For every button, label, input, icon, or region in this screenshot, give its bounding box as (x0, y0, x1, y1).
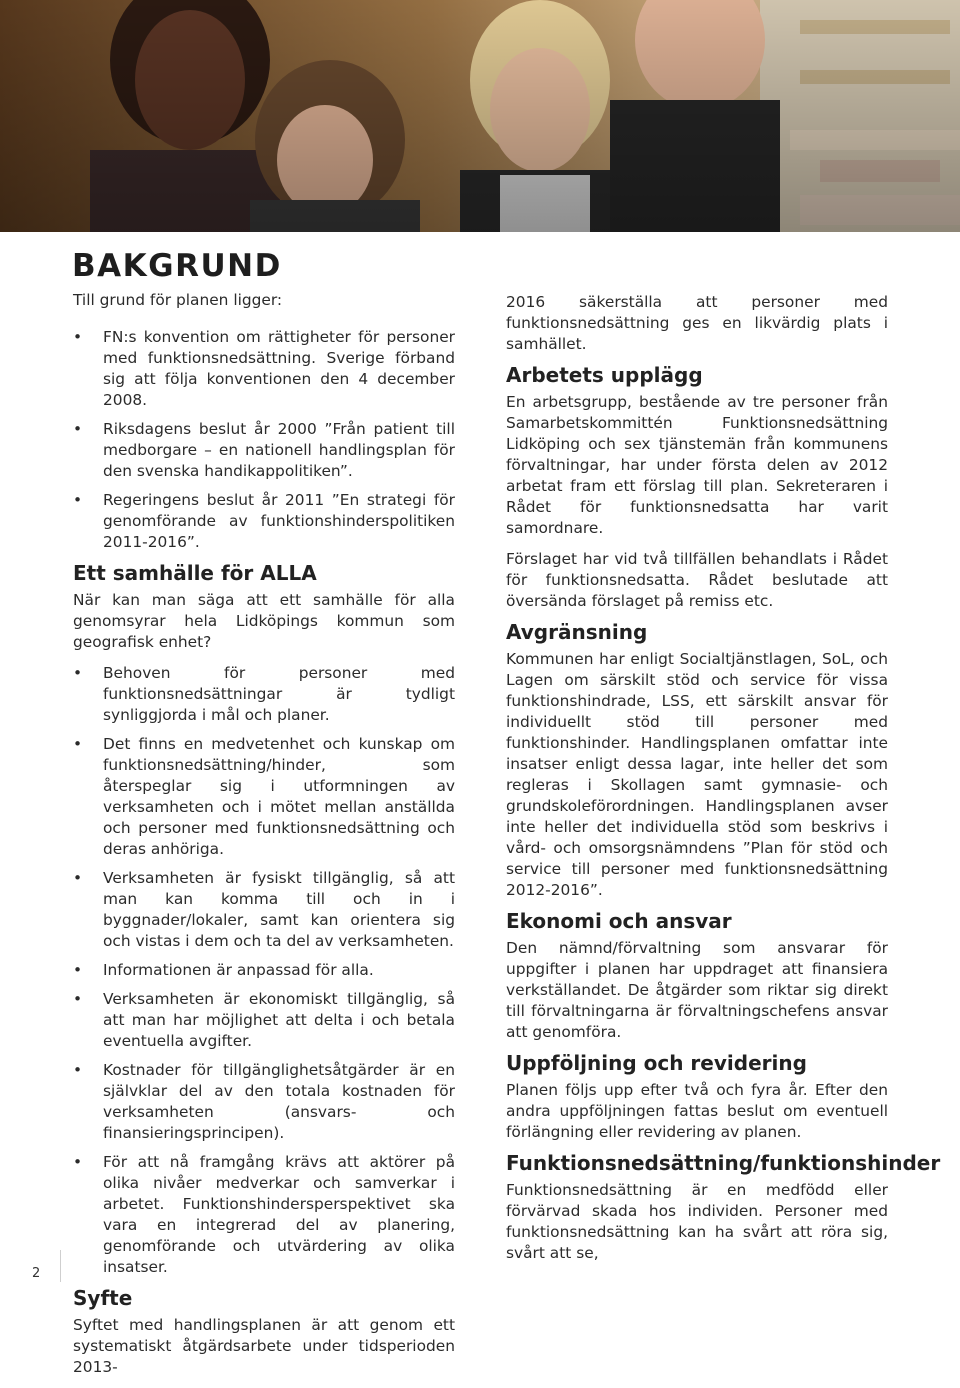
bullet-icon: • (73, 961, 83, 979)
bullet-icon: • (73, 735, 83, 753)
samhalle-list (73, 663, 455, 1278)
margin-divider (60, 1250, 61, 1282)
uppfoljning-text: Planen följs upp efter två och fyra år. Efter den andra uppföljningen fattas beslut om eventuell förlängning eller revidering av planen. (506, 1081, 888, 1141)
section-heading-syfte: Syfte (73, 1286, 133, 1310)
bullet-icon: • (73, 1061, 83, 1079)
syfte-text: Syftet med handlingsplanen är att genom ett systematiskt åtgärdsarbete under tidsperioden 2013- (73, 1316, 455, 1376)
bullet-icon: • (73, 491, 83, 509)
section-heading-samhalle: Ett samhälle för ALLA (73, 561, 317, 585)
bullet-icon: • (73, 990, 83, 1008)
section-heading-uppfoljning: Uppföljning och revidering (506, 1051, 807, 1075)
avgransning-text: Kommunen har enligt Socialtjänstlagen, SoL, och Lagen om särskilt stöd och service för vissa funktionshindrade, LSS, ett särskilt ansvar för individuellt stöd till personer med funktionshinder. Handlingsplanen omfattar inte insatser enligt dessa lagar, inte heller det som regleras i Skollagen samt gymnasie- och grundskoleförordningen. Handlingsplanen avser inte heller det individuella stöd som beskrivs i vård- och omsorgsnämndens ”Plan för stöd och service till personer med funktionsnedsättning 2012-2016”. (506, 650, 888, 899)
section-heading-funktionsnedsattning: Funktionsnedsättning/funktionshinder (506, 1151, 941, 1175)
basis-intro: Till grund för planen ligger: (73, 291, 283, 309)
photo-of-people-image (0, 0, 960, 232)
bullet-icon: • (73, 328, 83, 346)
page-number: 2 (32, 1266, 41, 1281)
list-item: • Riksdagens beslut år 2000 ”Från patient till medborgare – en nationell handlingsplan för den svenska handikappolitiken”. (73, 420, 455, 480)
section-heading-arbetets-upplagg: Arbetets upplägg (506, 363, 703, 387)
bullet-icon: • (73, 869, 83, 887)
section-heading-ekonomi: Ekonomi och ansvar (506, 909, 732, 933)
list-item: • Det finns en medvetenhet och kunskap om funktionsnedsättning/hinder, som återspeglar sig i utformningen av verksamheten och i mötet mellan anställda och personer med funktionsnedsättning och deras anhöriga. (73, 735, 455, 858)
continued-text: 2016 säkerställa att personer med funktionsnedsättning ges en likvärdig plats i samhället. (506, 293, 888, 353)
bullet-icon: • (73, 1153, 83, 1171)
bullet-icon: • (73, 664, 83, 682)
list-item: • Regeringens beslut år 2011 ”En strategi för genomförande av funktionshinderspolitiken 2011-2016”. (73, 491, 455, 551)
list-item: • FN:s konvention om rättigheter för personer med funktionsnedsättning. Sverige förband sig att följa konventionen den 4 december 2008. (73, 328, 455, 409)
bullet-icon: • (73, 420, 83, 438)
list-item: • Behoven för personer med funktionsnedsättningar är tydligt synliggjorda i mål och planer. (73, 664, 455, 724)
arbetets-upplagg-text-2: Förslaget har vid två tillfällen behandlats i Rådet för funktionsnedsatta. Rådet beslutade att översända förslaget på remiss etc. (506, 550, 888, 610)
section-heading-avgransning: Avgränsning (506, 620, 648, 644)
arbetets-upplagg-text-1: En arbetsgrupp, bestående av tre personer från Samarbetskommittén Funktionsnedsättning Lidköping och sex tjänstemän från kommunens förvaltningar, har under första delen av 2012 arbetat fram ett förslag till plan. Sekreteraren i Rådet för funktionsnedsatta har varit samordnare. (506, 393, 888, 537)
list-item: • Verksamheten är fysiskt tillgänglig, så att man kan komma till och in i byggnader/lokaler, samt kan orientera sig och vistas i dem och ta del av verksamheten. (73, 869, 455, 950)
list-item: • För att nå framgång krävs att aktörer på olika nivåer medverkar och samverkar i arbetet. Funktionshindersperspektivet ska vara en integrerad del av planering, genomförande och utvärdering av olika insatser. (73, 1153, 455, 1276)
left-column (73, 290, 455, 1388)
list-item: • Informationen är anpassad för alla. (73, 961, 374, 979)
list-item: • Kostnader för tillgänglighetsåtgärder är en självklar del av den totala kostnaden för verksamheten (ansvars- och finansieringsprincipen). (73, 1061, 455, 1142)
page-title: BAKGRUND (72, 248, 282, 284)
basis-list (73, 327, 455, 553)
list-item: • Verksamheten är ekonomiskt tillgänglig, så att man har möjlighet att delta i och betala eventuella avgifter. (73, 990, 455, 1050)
header-photo (0, 0, 960, 232)
section-lead: När kan man säga att ett samhälle för alla genomsyrar hela Lidköpings kommun som geografisk enhet? (73, 591, 455, 651)
ekonomi-text: Den nämnd/förvaltning som ansvarar för uppgifter i planen har uppdraget att finansiera verkställandet. De åtgärder som riktar sig direkt till förvaltningarna är förvaltningschefens ansvar att genomföra. (506, 939, 888, 1041)
right-column (506, 292, 941, 1274)
funktionsnedsattning-text: Funktionsnedsättning är en medfödd eller förvärvad skada hos individen. Personer med funktionsnedsättning kan ha svårt att röra sig, svårt att se, (506, 1181, 888, 1262)
